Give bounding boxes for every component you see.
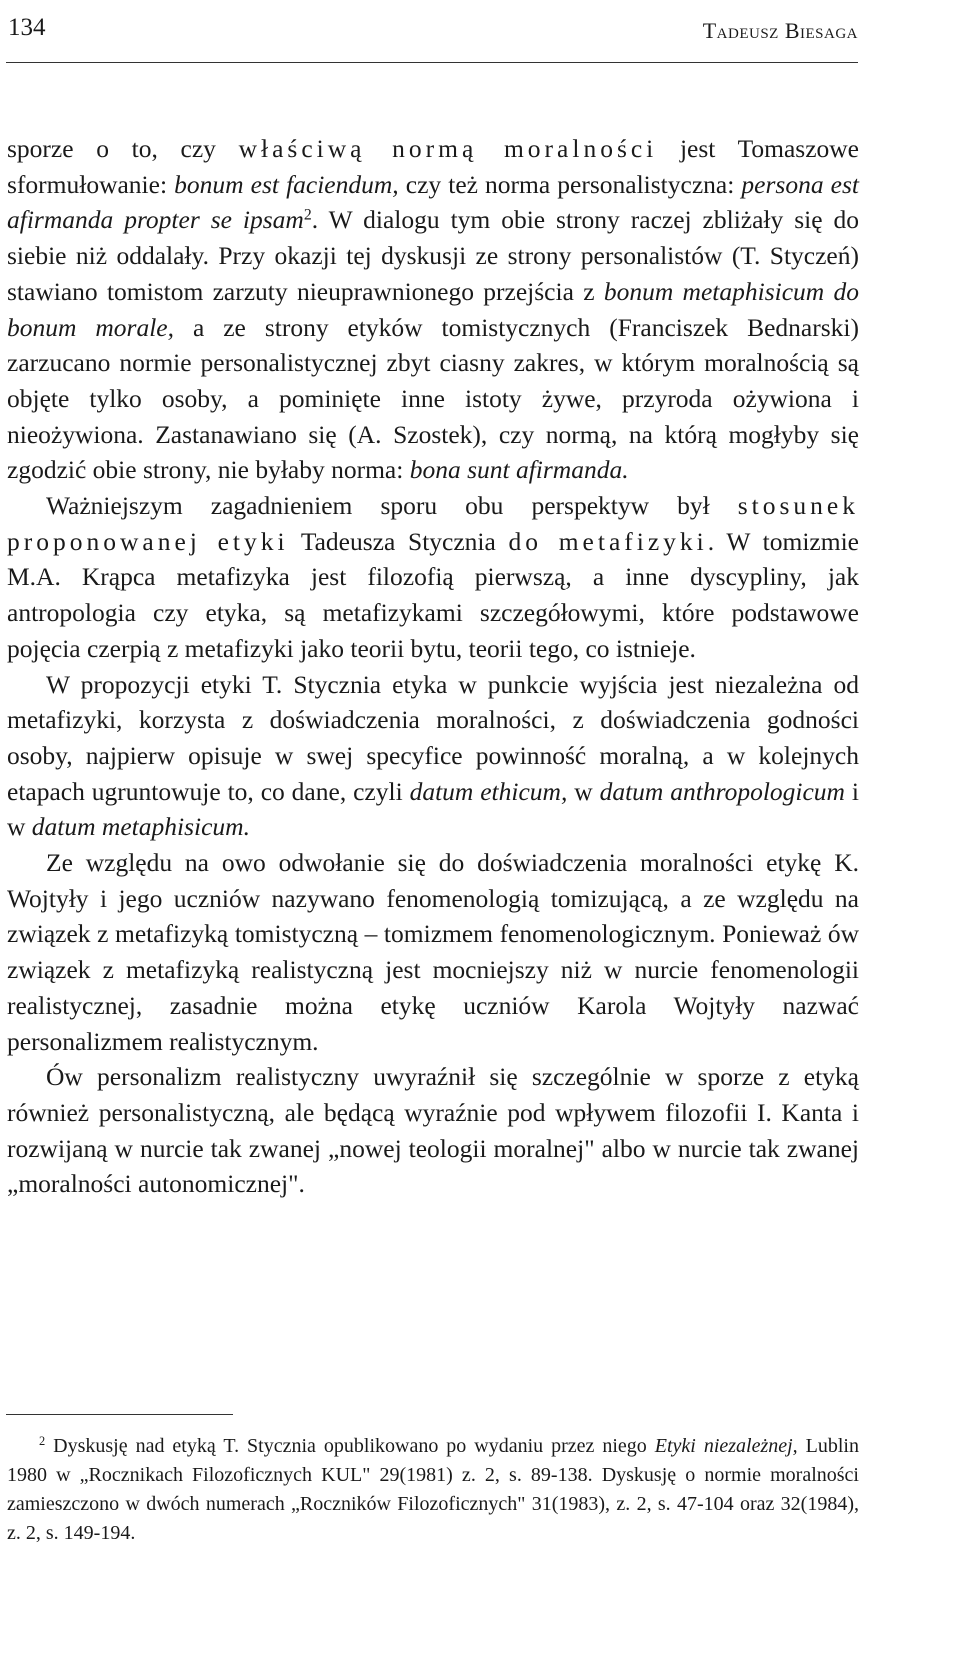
text-run: jest Tomaszowe sformułowanie: [7,134,860,199]
footnote-2 [7,1432,859,1548]
paragraph-3 [7,667,859,846]
text-run: . W dialogu tym obie strony raczej zbliżały się do siebie niż oddalały. Przy okazji tej dyskusji ze strony personalistów (T. Styczeń) stawiano tomistom zarzuty nieuprawnionego przejścia z [7,205,859,306]
latin-phrase: datum ethicum, [409,776,568,806]
text-run: Tadeusza Stycznia [288,526,509,556]
page-number: 134 [8,14,46,41]
text-run: Dyskusję nad etyką T. Stycznia opublikowano po wydaniu przez niego [45,1435,655,1457]
text-run: czy też norma personalistyczna: [398,169,742,199]
spaced-emphasis: do metafizyki [508,526,708,556]
footnote-number: 2 [39,1434,46,1449]
header-rule [6,62,858,63]
spaced-emphasis: stosunek proponowanej etyki [7,491,859,556]
paragraph-1 [7,131,859,488]
book-title: Etyki niezależnej, [654,1435,798,1457]
footnote-marker[interactable]: 2 [303,206,312,224]
footnote-rule [6,1414,233,1415]
paragraph-2 [7,488,859,667]
latin-phrase: bonum metaphisicum do bonum morale, [7,276,860,342]
spaced-emphasis: właściwą normą moralności [238,134,658,163]
footnote [7,1432,859,1548]
text-run: Lublin 1980 w „Rocznikach Filozoficznych KUL" 29(1981) z. 2, s. 89-138. Dyskusję o normie moralności zamieszczono w dwóch numerach „Roczników Filozoficznych" 31(1983), z. 2, s. 47-104 oraz 32(1984), z. 2, s. 149-194. [7,1435,859,1544]
text-run: sporze o to, czy [7,134,239,163]
text-run: a ze strony etyków tomistycznych (Franciszek Bednarski) zarzucano normie personalistycznej zbyt ciasny zakres, w którym moralnością są objęte tylko osoby, a pominięte inne istoty żywe, przyroda ożywiona i nieożywiona. Zastanawiano się (A. Szostek), czy normą, na którą mogłyby się zgodzić obie strony, nie byłaby norma: [7,312,859,485]
text-run: Ważniejszym zagadnieniem sporu obu perspektyw był [46,491,738,521]
text-run: . W tomizmie M.A. Krąpca metafizyka jest filozofią pierwszą, a inne dyscypliny, jak antropologia czy etyka, są metafizykami szczegółowymi, które podstawowe pojęcia czerpią z metafizyki jako teorii bytu, teorii tego, co istnieje. [7,526,859,663]
latin-phrase: persona est afirmanda propter se ipsam [7,169,859,235]
latin-phrase: bona sunt afirmanda. [409,455,629,485]
running-header-author: Tadeusz Biesaga [702,18,858,43]
body-text [7,131,859,1202]
text-run: w [567,776,600,806]
text-run: W propozycji etyki T. Stycznia etyka w punkcie wyjścia jest niezależna od metafizyki, korzysta z doświadczenia moralności, z doświadczenia godności osoby, najpierw opisuje w swej specyfice powinność moralną, a w kolejnych etapach ugruntowuje to, co dane, czyli [7,669,859,806]
latin-phrase: datum anthropologicum [599,776,845,806]
text-run: i w [7,776,859,842]
paragraph-5: Ów personalizm realistyczny uwyraźnił się szczególnie w sporze z etyką również personalistyczną, ale będącą wyraźnie pod wpływem filozofii I. Kanta i rozwijaną w nurcie tak zwanej „nowej teologii moralnej" albo w nurcie tak zwanej „moralności autonomicznej". [7,1062,859,1199]
latin-phrase: datum metaphisicum. [31,812,250,842]
latin-phrase: bonum est faciendum, [174,169,399,199]
paragraph-4: Ze względu na owo odwołanie się do doświadczenia moralności etykę K. Wojtyły i jego uczniów nazywano fenomenologią tomizującą, a ze względu na związek z metafizyką tomistyczną – tomizmem fenomenologicznym. Ponieważ ów związek z metafizyką realistyczną jest mocniejszy niż w nurcie fenomenologii realistycznej, zasadnie można etykę uczniów Karola Wojtyły nazwać personalizmem realistycznym. [7,848,859,1056]
running-header [6,14,858,54]
